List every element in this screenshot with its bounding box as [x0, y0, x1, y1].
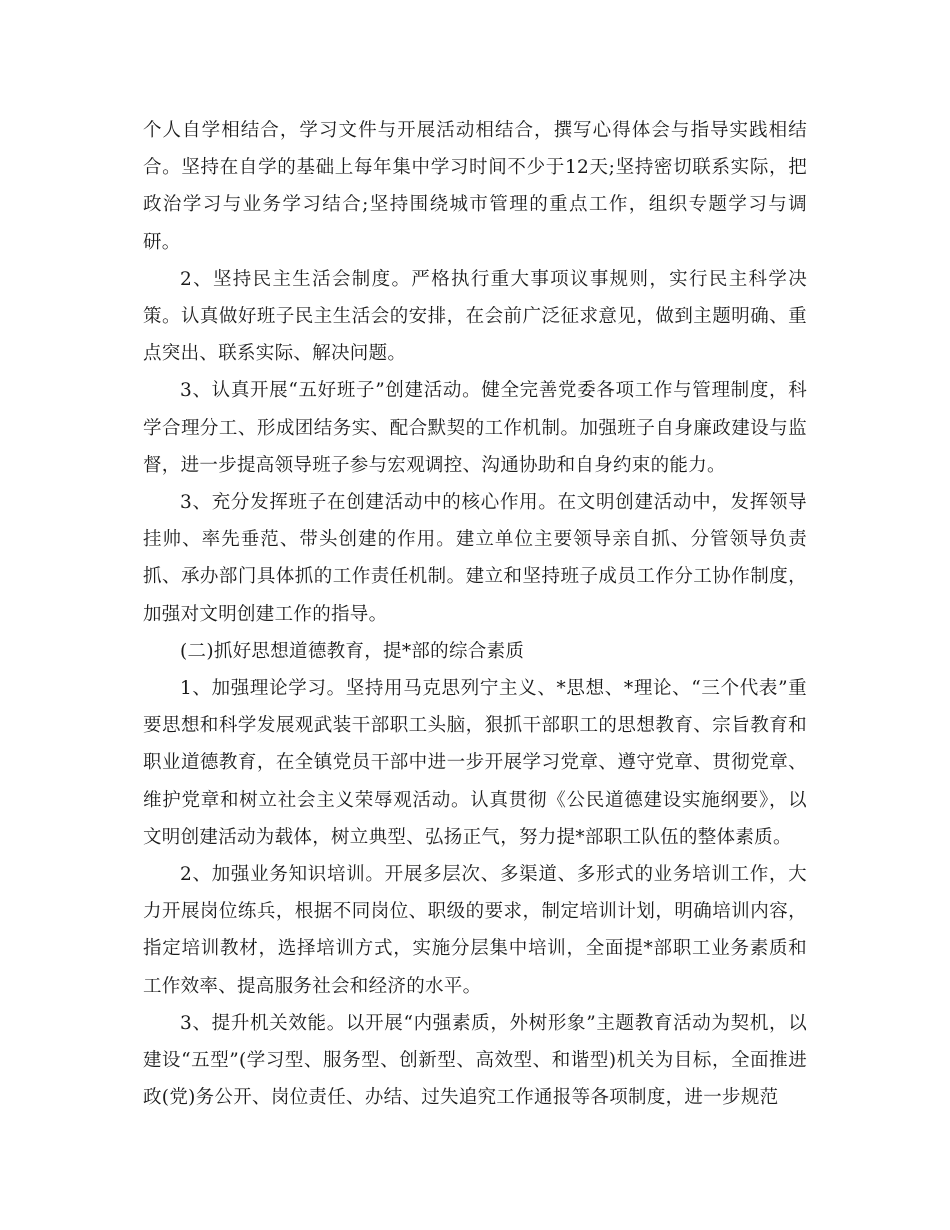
paragraph: 3、认真开展“五好班子”创建活动。健全完善党委各项工作与管理制度，科学合理分工、形成团结务实、配合默契的工作机制。加强班子自身廉政建设与监督，进一步提高领导班子参与宏观调控、沟通协助和自身约束的能力。 [143, 380, 807, 476]
paragraph: 2、坚持民主生活会制度。严格执行重大事项议事规则，实行民主科学决策。认真做好班子民主生活会的安排，在会前广泛征求意见，做到主题明确、重点突出、联系实际、解决问题。 [143, 268, 807, 365]
section-heading: (二)抓好思想道德教育，提*部的综合素质 [180, 640, 525, 662]
paragraph: 3、提升机关效能。以开展“内强素质，外树形象”主题教育活动为契机，以建设“五型”(学习型、服务型、创新型、高效型、和谐型)机关为目标，全面推进政(党)务公开、岗位责任、办结、过失追究工作通报等各项制度，进一步规范 [143, 1012, 807, 1109]
paragraph: 3、充分发挥班子在创建活动中的核心作用。在文明创建活动中，发挥领导挂帅、率先垂范、带头创建的作用。建立单位主要领导亲自抓、分管领导负责抓、承办部门具体抓的工作责任机制。建立和坚持班子成员工作分工协作制度，加强对文明创建工作的指导。 [143, 492, 807, 625]
paragraph: 个人自学相结合，学习文件与开展活动相结合，撰写心得体会与指导实践相结合。坚持在自学的基础上每年集中学习时间不少于12天;坚持密切联系实际，把政治学习与业务学习结合;坚持围绕城市管理的重点工作，组织专题学习与调研。 [143, 120, 807, 253]
document-body [143, 112, 807, 1116]
paragraph: 2、加强业务知识培训。开展多层次、多渠道、多形式的业务培训工作，大力开展岗位练兵，根据不同岗位、职级的要求，制定培训计划，明确培训内容，指定培训教材，选择培训方式，实施分层集中培训，全面提*部职工业务素质和工作效率、提高服务社会和经济的水平。 [143, 864, 807, 997]
paragraph: 1、加强理论学习。坚持用马克思列宁主义、*思想、*理论、“三个代表”重要思想和科学发展观武装干部职工头脑，狠抓干部职工的思想教育、宗旨教育和职业道德教育，在全镇党员干部中进一步开展学习党章、遵守党章、贯彻党章、维护党章和树立社会主义荣辱观活动。认真贯彻《公民道德建设实施纲要》，以文明创建活动为载体，树立典型、弘扬正气，努力提*部职工队伍的整体素质。 [143, 678, 807, 848]
